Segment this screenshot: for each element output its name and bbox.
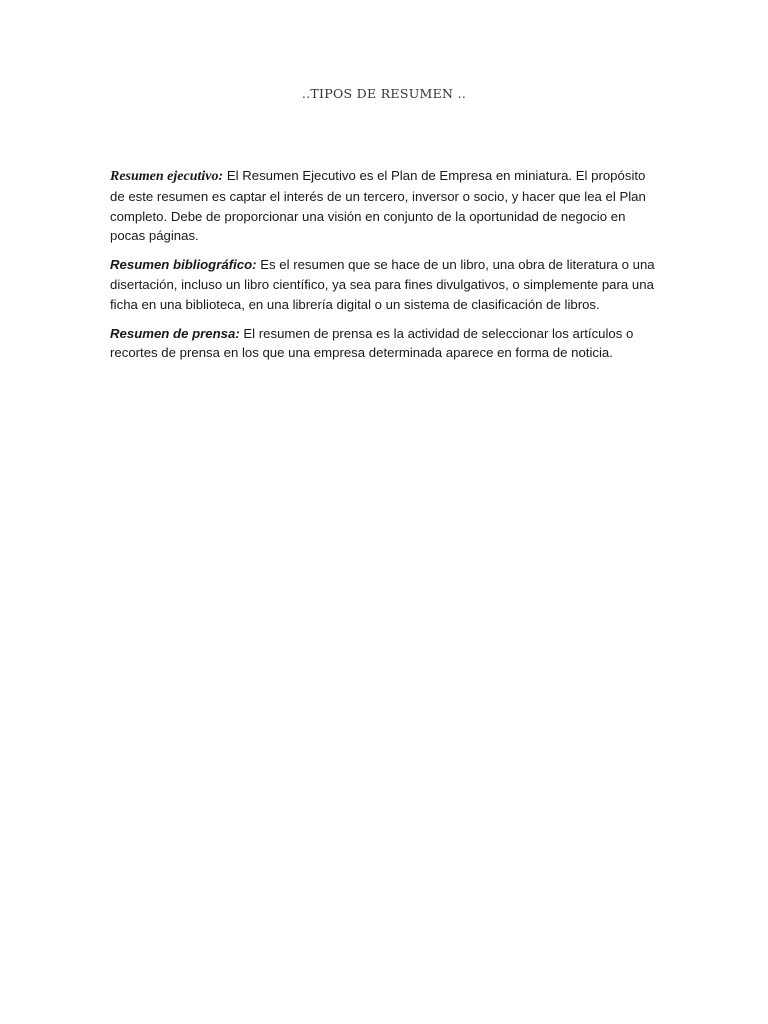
section-term: Resumen ejecutivo: [110,169,224,184]
section-resumen-de-prensa [110,324,658,364]
section-term: Resumen de prensa: [110,325,240,341]
document-title: ..TIPOS DE RESUMEN .. [301,86,467,101]
section-text: El resumen de prensa es la actividad de seleccionar los artículos o recortes de prensa en los que una empresa determinada aparece en forma de noticia. [110,325,634,361]
section-text: El Resumen Ejecutivo es el Plan de Empresa en miniatura. El propósito de este resumen es captar el interés de un tercero, inversor o socio, y hacer que lea el Plan completo. Debe de proporcionar una visión en conjunto de la oportunidad de negocio en pocas páginas. [110,168,646,244]
document-body [110,166,658,372]
section-text: Es el resumen que se hace de un libro, una obra de literatura o una disertación, incluso un libro científico, ya sea para fines divulgativos, o simplemente para una ficha en una biblioteca, en una librería digital o un sistema de clasificación de libros. [110,257,655,312]
section-resumen-ejecutivo [110,166,658,246]
section-resumen-bibliografico [110,255,658,314]
section-term: Resumen bibliográfico: [110,257,257,273]
